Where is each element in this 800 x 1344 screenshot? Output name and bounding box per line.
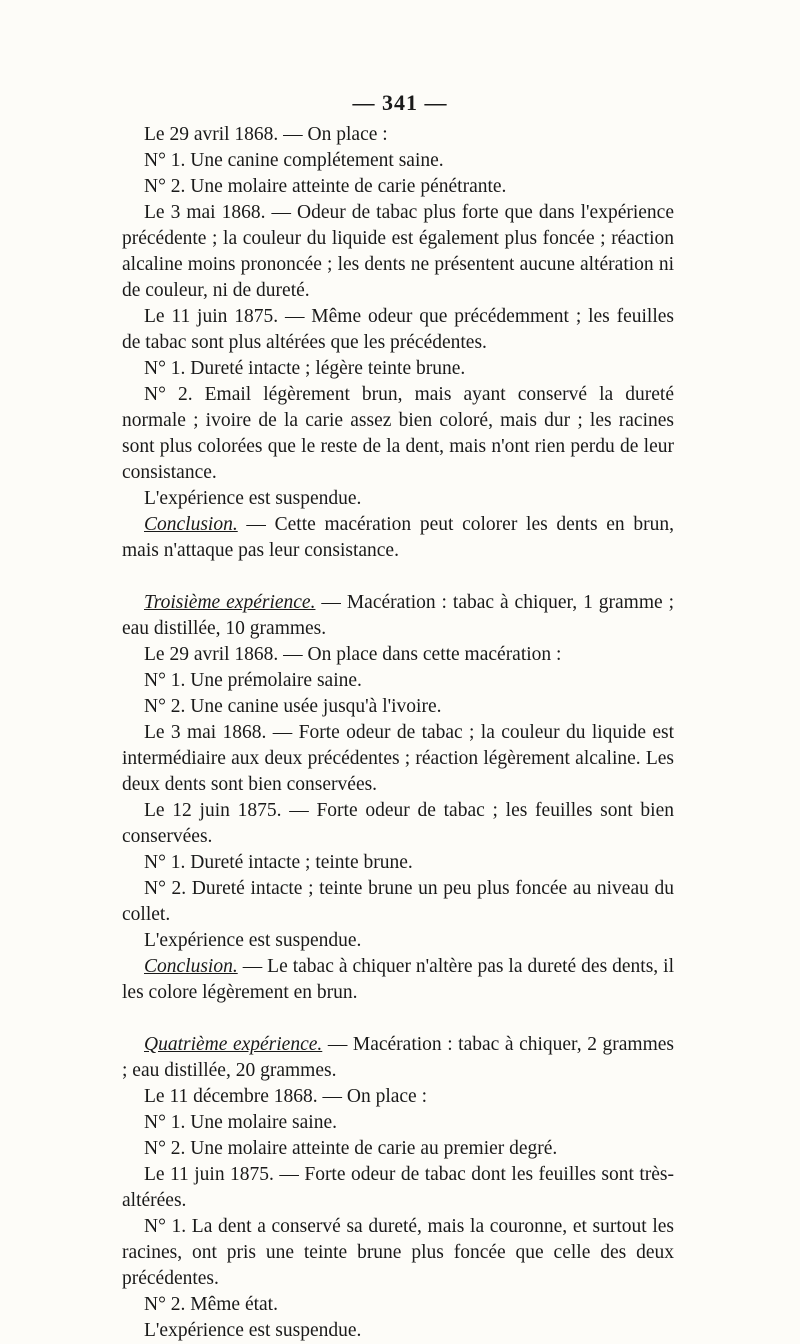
experiment-title-rest: — Macération : tabac à chiquer, 2 grammes ; eau distillée, 20 grammes. (122, 1034, 674, 1081)
paragraph: Le 11 juin 1875. — Forte odeur de tabac dont les feuilles sont très-altérées. (122, 1164, 674, 1211)
conclusion-paragraph (122, 954, 674, 1006)
list-item: N° 1. Une canine complétement saine. (144, 150, 444, 171)
list-item: N° 2. Une canine usée jusqu'à l'ivoire. (144, 696, 442, 717)
conclusion-text: — Le tabac à chiquer n'altère pas la dureté des dents, il les colore légèrement en brun. (122, 956, 674, 1003)
conclusion-text: — Cette macération peut colorer les dents en brun, mais n'attaque pas leur consistance. (122, 514, 674, 561)
page-body-text (122, 122, 674, 1344)
conclusion-paragraph (122, 512, 674, 564)
suspended-note: L'expérience est suspendue. (144, 1320, 362, 1341)
list-item: N° 1. Une prémolaire saine. (144, 670, 362, 691)
experiment-title-rest: — Macération : tabac à chiquer, 1 gramme ; eau distillée, 10 grammes. (122, 592, 674, 639)
conclusion-label: Conclusion. (144, 956, 238, 977)
paragraph: Le 12 juin 1875. — Forte odeur de tabac ; les feuilles sont bien conservées. (122, 800, 674, 847)
list-item: N° 1. Une molaire saine. (144, 1112, 337, 1133)
result-item: N° 2. Dureté intacte ; teinte brune un peu plus foncée au niveau du collet. (122, 878, 674, 925)
result-item: N° 1. Dureté intacte ; teinte brune. (144, 852, 413, 873)
result-item: N° 1. Dureté intacte ; légère teinte brune. (144, 358, 466, 379)
result-item: N° 1. La dent a conservé sa dureté, mais la couronne, et surtout les racines, ont pris une teinte brune plus foncée que celle des deux précédentes. (122, 1216, 674, 1289)
list-item: N° 2. Une molaire atteinte de carie au premier degré. (144, 1138, 558, 1159)
result-item: N° 2. Même état. (144, 1294, 278, 1315)
paragraph: Le 3 mai 1868. — Odeur de tabac plus forte que dans l'expérience précédente ; la couleur du liquide est également plus foncée ; réaction alcaline moins prononcée ; les dents ne présentent aucune altération ni de couleur, ni de dureté. (122, 202, 674, 301)
page-number: — 341 — (352, 90, 448, 115)
experiment-heading (122, 590, 674, 642)
suspended-note: L'expérience est suspendue. (144, 930, 362, 951)
experiment-title: Troisième expérience. (144, 592, 316, 613)
experiment-heading (122, 1032, 674, 1084)
date-line: Le 11 décembre 1868. — On place : (144, 1086, 428, 1107)
conclusion-label: Conclusion. (144, 514, 238, 535)
date-line: Le 29 avril 1868. — On place dans cette macération : (144, 644, 562, 665)
suspended-note: L'expérience est suspendue. (144, 488, 362, 509)
date-line: Le 29 avril 1868. — On place : (144, 124, 388, 145)
result-item: N° 2. Email légèrement brun, mais ayant conservé la dureté normale ; ivoire de la carie assez bien coloré, mais dur ; les racines sont plus colorées que le reste de la dent, mais n'ont rien perdu de leur consistance. (122, 384, 674, 483)
experiment-title: Quatrième expérience. (144, 1034, 323, 1055)
list-item: N° 2. Une molaire atteinte de carie pénétrante. (144, 176, 507, 197)
paragraph: Le 11 juin 1875. — Même odeur que précédemment ; les feuilles de tabac sont plus altérées que les précédentes. (122, 306, 674, 353)
paragraph: Le 3 mai 1868. — Forte odeur de tabac ; la couleur du liquide est intermédiaire aux deux précédentes ; réaction légèrement alcaline. Les deux dents sont bien conservées. (122, 722, 674, 795)
